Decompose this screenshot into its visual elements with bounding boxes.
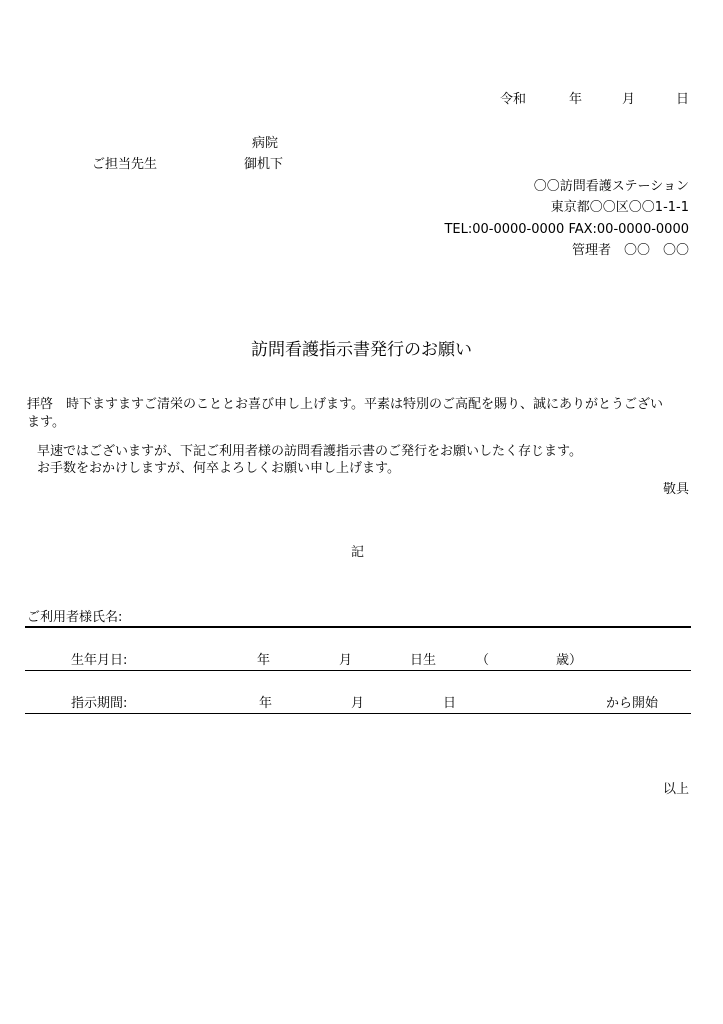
recipient-hospital: 病院: [252, 136, 279, 151]
sender-station: 〇〇訪問看護ステーション: [533, 179, 689, 194]
name-label: ご利用者様氏名:: [27, 610, 123, 625]
birth-underline: [25, 670, 691, 671]
closing-word: 敬具: [662, 482, 689, 497]
age-label: 歳）: [556, 653, 583, 668]
date-month-label: 月: [622, 92, 636, 107]
document-title: 訪問看護指示書発行のお願い: [251, 340, 472, 360]
request-line-1: 早速ではございますが、下記ご利用者様の訪問看護指示書のご発行をお願いしたく存じます。: [37, 444, 582, 459]
birth-year-label: 年: [257, 653, 271, 668]
request-line-2: お手数をおかけしますが、何卒よろしくお願い申し上げます。: [37, 461, 400, 476]
sender-address: 東京都〇〇区〇〇1-1-1: [550, 200, 689, 215]
ki-heading: 記: [351, 545, 365, 560]
birth-day-label: 日生: [410, 653, 437, 668]
date-year-label: 年: [569, 92, 583, 107]
name-underline: [25, 626, 691, 628]
sender-contact: TEL:00-0000-0000 FAX:00-0000-0000: [444, 222, 689, 237]
date-era: 令和: [500, 92, 527, 107]
period-underline: [25, 713, 691, 714]
period-label: 指示期間:: [71, 696, 128, 711]
greeting-line-1: 拝啓 時下ますますご清栄のこととお喜び申し上げます。平素は特別のご高配を賜り、誠にありがとうござい: [27, 397, 663, 412]
age-open-paren: （: [476, 653, 490, 668]
period-start-label: から開始: [606, 696, 659, 711]
birth-month-label: 月: [339, 653, 353, 668]
date-day-label: 日: [676, 92, 690, 107]
period-month-label: 月: [351, 696, 365, 711]
recipient-doctor: ご担当先生: [92, 157, 158, 172]
period-year-label: 年: [259, 696, 273, 711]
birth-label: 生年月日:: [71, 653, 128, 668]
sender-manager: 管理者 〇〇 〇〇: [571, 243, 689, 258]
greeting-line-2: ます。: [27, 415, 65, 430]
period-day-label: 日: [443, 696, 457, 711]
recipient-honorific: 御机下: [244, 157, 284, 172]
end-mark: 以上: [662, 782, 689, 797]
